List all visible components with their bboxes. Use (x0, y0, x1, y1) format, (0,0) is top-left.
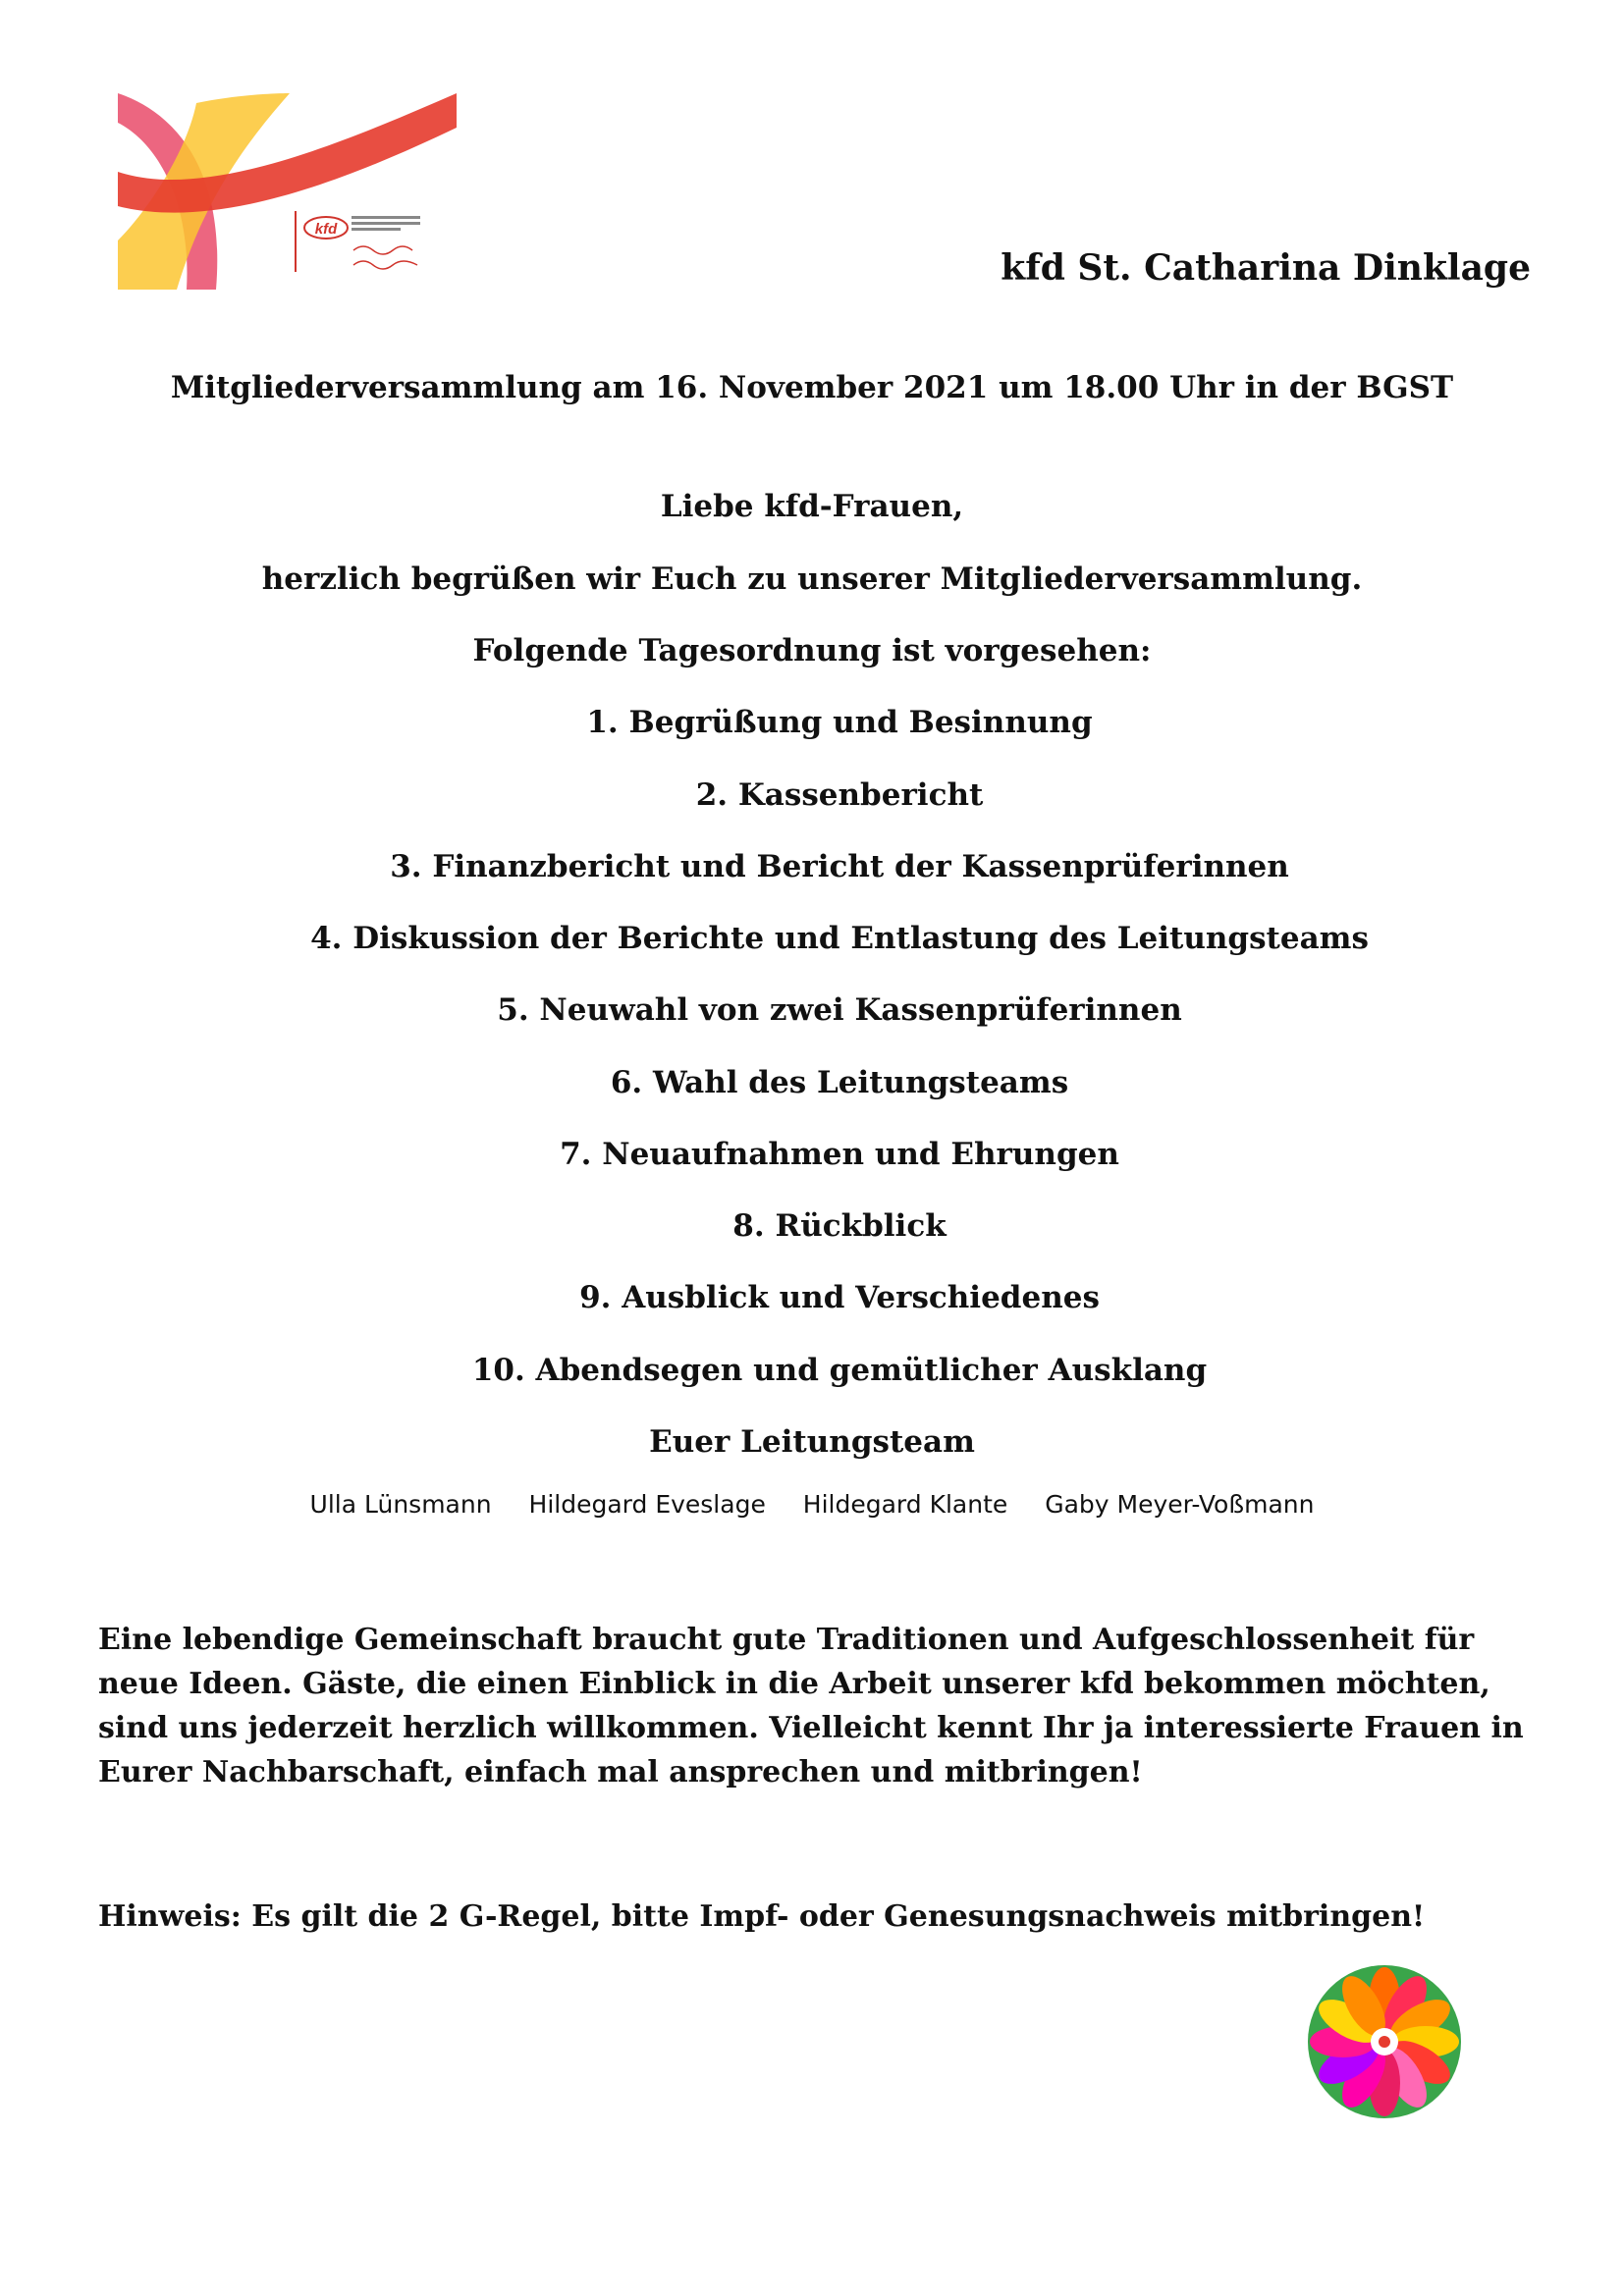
signoff: Euer Leitungsteam (649, 1424, 975, 1460)
agenda-item-4: 4. Diskussion der Berichte und Entlastung des Leitungsteams (310, 921, 1369, 956)
flower-icon (1306, 1963, 1463, 2120)
agenda-intro: Folgende Tagesordnung ist vorgesehen: (472, 633, 1152, 668)
team-members-list (0, 1490, 1624, 1519)
team-member: Gaby Meyer-Voßmann (1045, 1490, 1315, 1519)
team-member: Hildegard Eveslage (528, 1490, 766, 1519)
hygiene-notice: Hinweis: Es gilt die 2 G-Regel, bitte Impf- oder Genesungsnachweis mitbringen! (98, 1899, 1426, 1934)
agenda-item-10: 10. Abendsegen und gemütlicher Ausklang (471, 1353, 1208, 1388)
agenda-item-1: 1. Begrüßung und Besinnung (586, 705, 1093, 740)
meeting-title: Mitgliederversammlung am 16. November 2021 um 18.00 Uhr in der BGST (170, 370, 1454, 405)
team-member: Hildegard Klante (802, 1490, 1008, 1519)
agenda-item-5: 5. Neuwahl von zwei Kassenprüferinnen (497, 992, 1182, 1028)
kfd-logo (118, 93, 457, 294)
greeting: Liebe kfd-Frauen, (660, 489, 964, 524)
agenda-item-8: 8. Rückblick (732, 1208, 947, 1244)
welcome-line: herzlich begrüßen wir Euch zu unserer Mitgliederversammlung. (261, 561, 1363, 597)
invitation-paragraph: Eine lebendige Gemeinschaft braucht gute Traditionen und Aufgeschlossenheit für neue Ideen. Gäste, die einen Einblick in die Arbeit unserer kfd bekommen möchten, sind uns jederzeit herzlich willkommen. Vielleicht kennt Ihr ja interessierte Frauen in Eurer Nachbarschaft, einfach mal ansprechen und mitbringen! (98, 1623, 1524, 1789)
agenda-item-2: 2. Kassenbericht (695, 777, 984, 813)
agenda-item-6: 6. Wahl des Leitungsteams (610, 1065, 1069, 1100)
team-member: Ulla Lünsmann (309, 1490, 492, 1519)
agenda-item-7: 7. Neuaufnahmen und Ehrungen (560, 1137, 1119, 1172)
agenda-item-3: 3. Finanzbericht und Bericht der Kassenprüferinnen (390, 849, 1289, 884)
organization-name: kfd St. Catharina Dinklage (1001, 247, 1531, 289)
agenda-item-9: 9. Ausblick und Verschiedenes (579, 1280, 1100, 1315)
logo-kfd-text: kfd (314, 221, 338, 238)
